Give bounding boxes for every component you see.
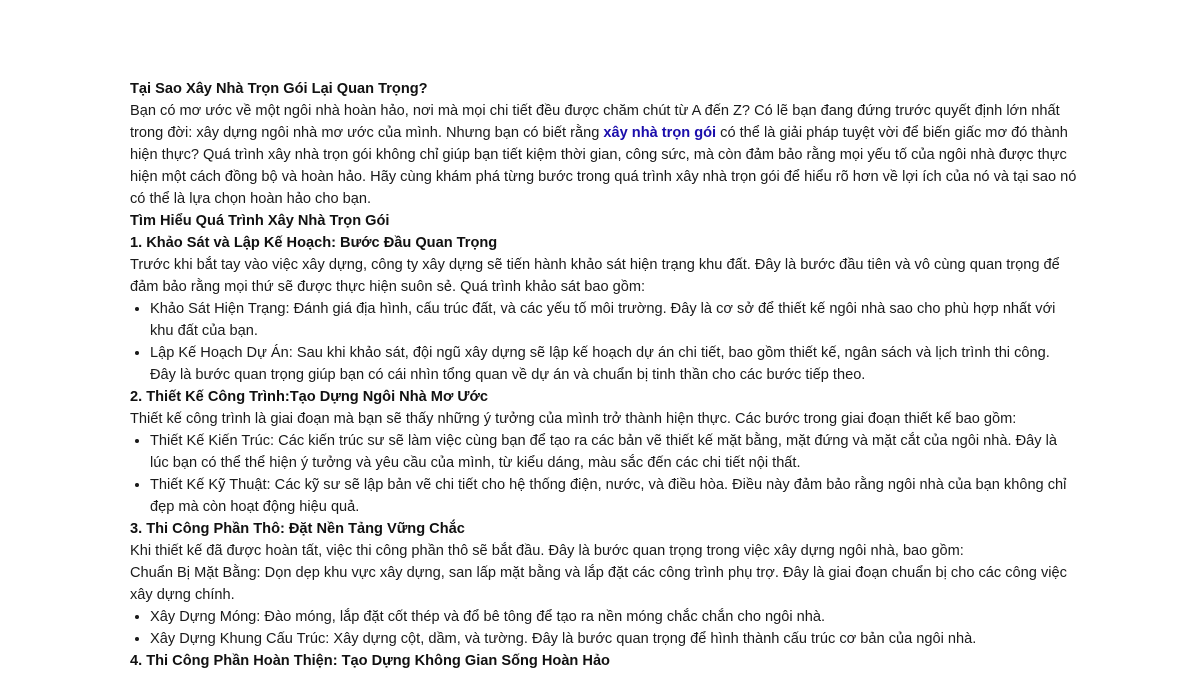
- step4-heading: 4. Thi Công Phần Hoàn Thiện: Tạo Dựng Không Gian Sống Hoàn Hảo: [130, 653, 610, 669]
- step1-list: [130, 298, 1078, 386]
- list-item: • Xây Dựng Móng: Đào móng, lắp đặt cốt thép và đổ bê tông để tạo ra nền móng chắc chắn cho ngôi nhà.: [150, 606, 1078, 628]
- list-item: • Thiết Kế Kỹ Thuật: Các kỹ sư sẽ lập bản vẽ chi tiết cho hệ thống điện, nước, và điều hòa. Điều này đảm bảo rằng ngôi nhà của bạn không chỉ đẹp mà còn hoạt động hiệu quả.: [150, 474, 1078, 518]
- process-heading: Tìm Hiểu Quá Trình Xây Nhà Trọn Gói: [130, 213, 390, 229]
- step2-list: [130, 430, 1078, 518]
- step3-paragraph-site-prep: Chuẩn Bị Mặt Bằng: Dọn dẹp khu vực xây dựng, san lấp mặt bằng và lắp đặt các công trình phụ trợ. Đây là giai đoạn chuẩn bị cho các công việc xây dựng chính.: [130, 565, 1067, 603]
- article-body: [130, 78, 1078, 672]
- list-item: • Lập Kế Hoạch Dự Án: Sau khi khảo sát, đội ngũ xây dựng sẽ lập kế hoạch dự án chi tiết, bao gồm thiết kế, ngân sách và lịch trình thi công. Đây là bước quan trọng giúp bạn có cái nhìn tổng quan về dự án và chuẩn bị tinh thần cho các bước tiếp theo.: [150, 342, 1078, 386]
- step3-paragraph: Khi thiết kế đã được hoàn tất, việc thi công phần thô sẽ bắt đầu. Đây là bước quan trọng trong việc xây dựng ngôi nhà, bao gồm:: [130, 543, 964, 559]
- step2-paragraph: Thiết kế công trình là giai đoạn mà bạn sẽ thấy những ý tưởng của mình trở thành hiện thực. Các bước trong giai đoạn thiết kế bao gồm:: [130, 411, 1017, 427]
- list-item: • Xây Dựng Khung Cấu Trúc: Xây dựng cột, dầm, và tường. Đây là bước quan trọng để hình thành cấu trúc cơ bản của ngôi nhà.: [150, 628, 1078, 650]
- step2-heading: 2. Thiết Kế Công Trình:Tạo Dựng Ngôi Nhà Mơ Ước: [130, 389, 488, 405]
- intro-text-before-link: Bạn có mơ ước về một ngôi nhà hoàn hảo, nơi mà mọi chi tiết đều được chăm chút từ A đến Z? Có lẽ bạn đang đứng trước quyết định lớn nhất trong đời: xây dựng ngôi nhà mơ ước của mình. Nhưng bạn có biết rằng: [130, 103, 1060, 141]
- intro-paragraph: [130, 100, 1078, 210]
- xay-nha-tron-goi-link[interactable]: xây nhà trọn gói: [603, 125, 717, 141]
- step3-list: [130, 606, 1078, 650]
- list-item: • Khảo Sát Hiện Trạng: Đánh giá địa hình, cấu trúc đất, và các yếu tố môi trường. Đây là cơ sở để thiết kế ngôi nhà sao cho phù hợp nhất với khu đất của bạn.: [150, 298, 1078, 342]
- list-item: • Thiết Kế Kiến Trúc: Các kiến trúc sư sẽ làm việc cùng bạn để tạo ra các bản vẽ thiết kế mặt bằng, mặt đứng và mặt cắt của ngôi nhà. Đây là lúc bạn có thể thể hiện ý tưởng và yêu cầu của mình, từ kiểu dáng, màu sắc đến các chi tiết nội thất.: [150, 430, 1078, 474]
- step1-paragraph: Trước khi bắt tay vào việc xây dựng, công ty xây dựng sẽ tiến hành khảo sát hiện trạng khu đất. Đây là bước đầu tiên và vô cùng quan trọng để đảm bảo rằng mọi thứ sẽ được thực hiện suôn sẻ. Quá trình khảo sát bao gồm:: [130, 257, 1060, 295]
- article-title: Tại Sao Xây Nhà Trọn Gói Lại Quan Trọng?: [130, 81, 428, 97]
- step1-heading: 1. Khảo Sát và Lập Kế Hoạch: Bước Đầu Quan Trọng: [130, 235, 498, 251]
- step3-heading: 3. Thi Công Phần Thô: Đặt Nền Tảng Vững Chắc: [130, 521, 465, 537]
- intro-text-after-link: có thể là giải pháp tuyệt vời để biến giấc mơ đó thành hiện thực? Quá trình xây nhà trọn gói không chỉ giúp bạn tiết kiệm thời gian, công sức, mà còn đảm bảo rằng mọi yếu tố của ngôi nhà được thực hiện một cách đồng bộ và hoàn hảo. Hãy cùng khám phá từng bước trong quá trình xây nhà trọn gói để hiểu rõ hơn về lợi ích của nó và tại sao nó có thể là lựa chọn hoàn hảo cho bạn.: [130, 125, 1077, 207]
